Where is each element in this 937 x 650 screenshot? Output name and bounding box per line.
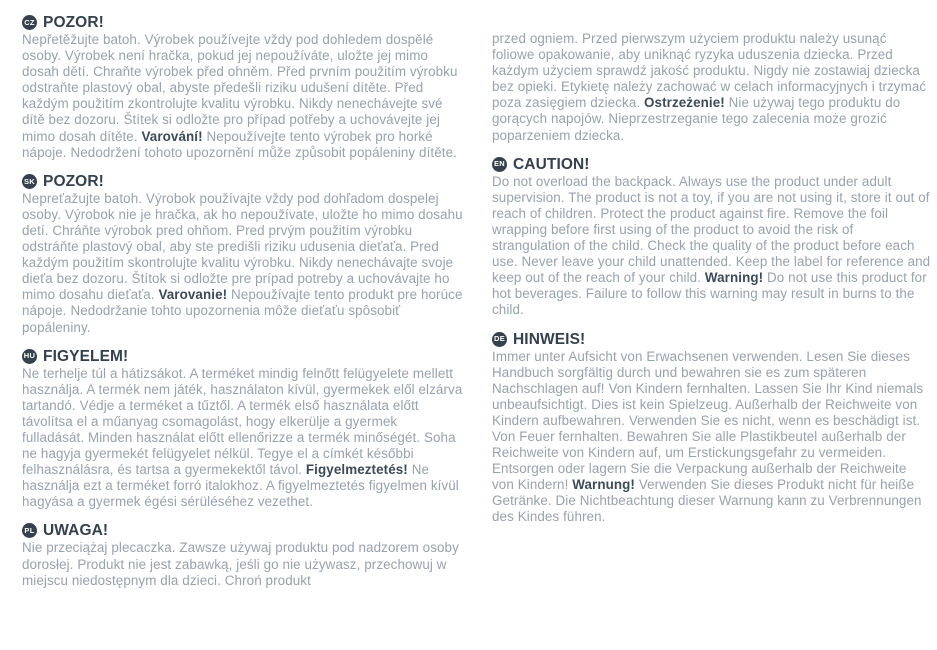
text-segment: Ne terhelje túl a hátizsákot. A terméket mindig felnőtt felügyelete mellett használja. A termék nem játék, használaton kívül, gyermekek elől elzárva tartandó. Védje a terméket a tűztől. A termék első használata előtt távolítsa el a műanyag csomagolást, hogy elkerülje a gyermek fulladását. Minden használat előtt ellenőrizze a termék minőségét. Soha ne hagyja gyermekét felügyelet nélkül. Tegye el a címkét későbbi felhasználásra, és tartsa a gyermekektől távol.	[22, 365, 463, 478]
language-section-pl	[22, 522, 463, 588]
bold-warning-label: Warnung!	[572, 477, 635, 493]
warning-paragraph	[492, 31, 932, 144]
section-heading	[22, 522, 463, 539]
bold-warning-label: Varování!	[141, 128, 203, 144]
text-segment: Nepřetěžujte batoh. Výrobek používejte vždy pod dohledem dospělé osoby. Výrobek není hračka, pokud jej nepoužíváte, uložte jej mimo dosah dětí. Chraňte výrobek před ohněm. Před prvním použitím výrobku odstraňte plastový obal, abyste předešli riziku udušení dítěte. Před každým použitím zkontrolujte kvalitu výrobku. Nikdy nenechávejte své dítě bez dozoru. Štítek si odložte pro případ potřeby a uchovávejte jej mimo dosah dítěte.	[22, 32, 458, 144]
section-heading	[22, 173, 463, 190]
section-heading	[22, 14, 463, 31]
bold-warning-label: Varovanie!	[158, 287, 228, 303]
section-heading-label: HINWEIS!	[513, 330, 586, 348]
right-text-column	[492, 14, 932, 538]
language-section-de	[492, 331, 932, 526]
section-heading-label: UWAGA!	[43, 522, 109, 540]
warning-paragraph	[492, 174, 932, 319]
language-badge-icon: SK	[22, 174, 37, 189]
section-heading-label: CAUTION!	[513, 155, 590, 173]
bold-warning-label: Figyelmeztetés!	[305, 462, 408, 478]
text-segment: Nepoužívajte tento produkt pre horúce nápoje. Nedodržanie tohto upozornenia môže dieťaťu spôsobiť popáleniny.	[22, 287, 463, 335]
text-segment: Nie przeciążaj plecaczka. Zawsze używaj produktu pod nadzorem osoby dorosłej. Produkt nie jest zabawką, jeśli go nie używasz, przechowuj w miejscu niedostępnym dla dzieci. Chroń produkt	[22, 540, 459, 588]
text-segment: Verwenden Sie dieses Produkt nicht für heiße Getränke. Die Nichtbeachtung dieser Warnung kann zu Verbrennungen des Kindes führen.	[492, 477, 922, 525]
bold-warning-label: Ostrzeżenie!	[644, 95, 725, 111]
text-segment: Nie używaj tego produktu do gorących napojów. Nieprzestrzeganie tego zalecenia może grozić poparzeniem dziecka.	[492, 95, 901, 143]
section-heading-label: POZOR!	[43, 172, 104, 190]
language-badge-icon: DE	[492, 332, 507, 347]
warning-paragraph	[22, 191, 463, 336]
language-badge-icon: CZ	[22, 15, 37, 30]
warning-paragraph	[22, 366, 463, 511]
language-badge-icon: EN	[492, 157, 507, 172]
language-section-sk	[22, 173, 463, 336]
bold-warning-label: Warning!	[704, 270, 764, 286]
language-badge-icon: HU	[22, 349, 37, 364]
section-heading	[22, 348, 463, 365]
section-heading	[492, 156, 932, 173]
text-segment: Do not overload the backpack. Always use the product under adult supervision. The product is not a toy, if you are not using it, store it out of reach of children. Protect the product against fire. Remove the foil wrapping before first using of the product to avoid the risk of strangulation of the child. Check the quality of the product before each use. Never leave your child unattended. Keep the label for reference and keep out of the reach of your child.	[492, 173, 931, 286]
section-heading-label: FIGYELEM!	[43, 347, 129, 365]
text-segment: Nepreťažujte batoh. Výrobok používajte vždy pod dohľadom dospelej osoby. Výrobok nie je hračka, ak ho nepoužívate, uložte ho mimo dosahu detí. Chráňte výrobok pred ohňom. Pred prvým použitím výrobku odstráňte plastový obal, aby ste predišli riziku udusenia dieťaťa. Pred každým použitím skontrolujte kvalitu výrobku. Nikdy nenechávajte svoje dieťa bez dozoru. Štítok si odložte pre prípad potreby a uchovávajte ho mimo dosahu dieťaťa.	[22, 190, 463, 303]
section-heading	[492, 331, 932, 348]
text-segment: Ne használja ezt a terméket forró italokhoz. A figyelmeztetés figyelmen kívül hagyása a gyermek égési sérüléséhez vezethet.	[22, 462, 459, 510]
text-segment: Do not use this product for hot beverages. Failure to follow this warning may result in burns to the child.	[492, 270, 927, 318]
warning-paragraph	[22, 540, 463, 588]
language-section-pl-continued	[492, 31, 932, 144]
text-segment: Nepoužívejte tento výrobek pro horké nápoje. Nedodržení tohoto upozornění může způsobit popáleniny dítěte.	[22, 128, 457, 160]
warning-paragraph	[22, 32, 463, 161]
text-segment: przed ogniem. Przed pierwszym użyciem produktu należy usunąć foliowe opakowanie, aby uniknąć ryzyka uduszenia dziecka. Przed każdym użyciem sprawdź jakość produktu. Nigdy nie zostawiaj dziecka bez opieki. Etykietę należy zachować w celach informacyjnych i trzymać poza zasięgiem dziecka.	[492, 31, 927, 111]
left-text-column	[22, 14, 463, 601]
language-badge-icon: PL	[22, 523, 37, 538]
warning-paragraph	[492, 349, 932, 526]
language-section-en	[492, 156, 932, 319]
text-segment: Immer unter Aufsicht von Erwachsenen verwenden. Lesen Sie dieses Handbuch sorgfältig durch und bewahren sie es zum späteren Nachschlagen auf! Von Kindern fernhalten. Lassen Sie Ihr Kind niemals unbeaufsichtigt. Dies ist kein Spielzeug. Außerhalb der Reichweite von Kindern aufbewahren. Verwenden Sie es nicht, wenn es beschädigt ist. Von Feuer fernhalten. Bewahren Sie alle Plastikbeutel außerhalb der Reichweite von Kindern auf, um Erstickungsgefahr zu vermeiden. Entsorgen oder lagern Sie die Verpackung außerhalb der Reichweite von Kindern!	[492, 348, 924, 493]
section-heading-label: POZOR!	[43, 14, 104, 31]
language-section-cz	[22, 14, 463, 161]
language-section-hu	[22, 348, 463, 511]
